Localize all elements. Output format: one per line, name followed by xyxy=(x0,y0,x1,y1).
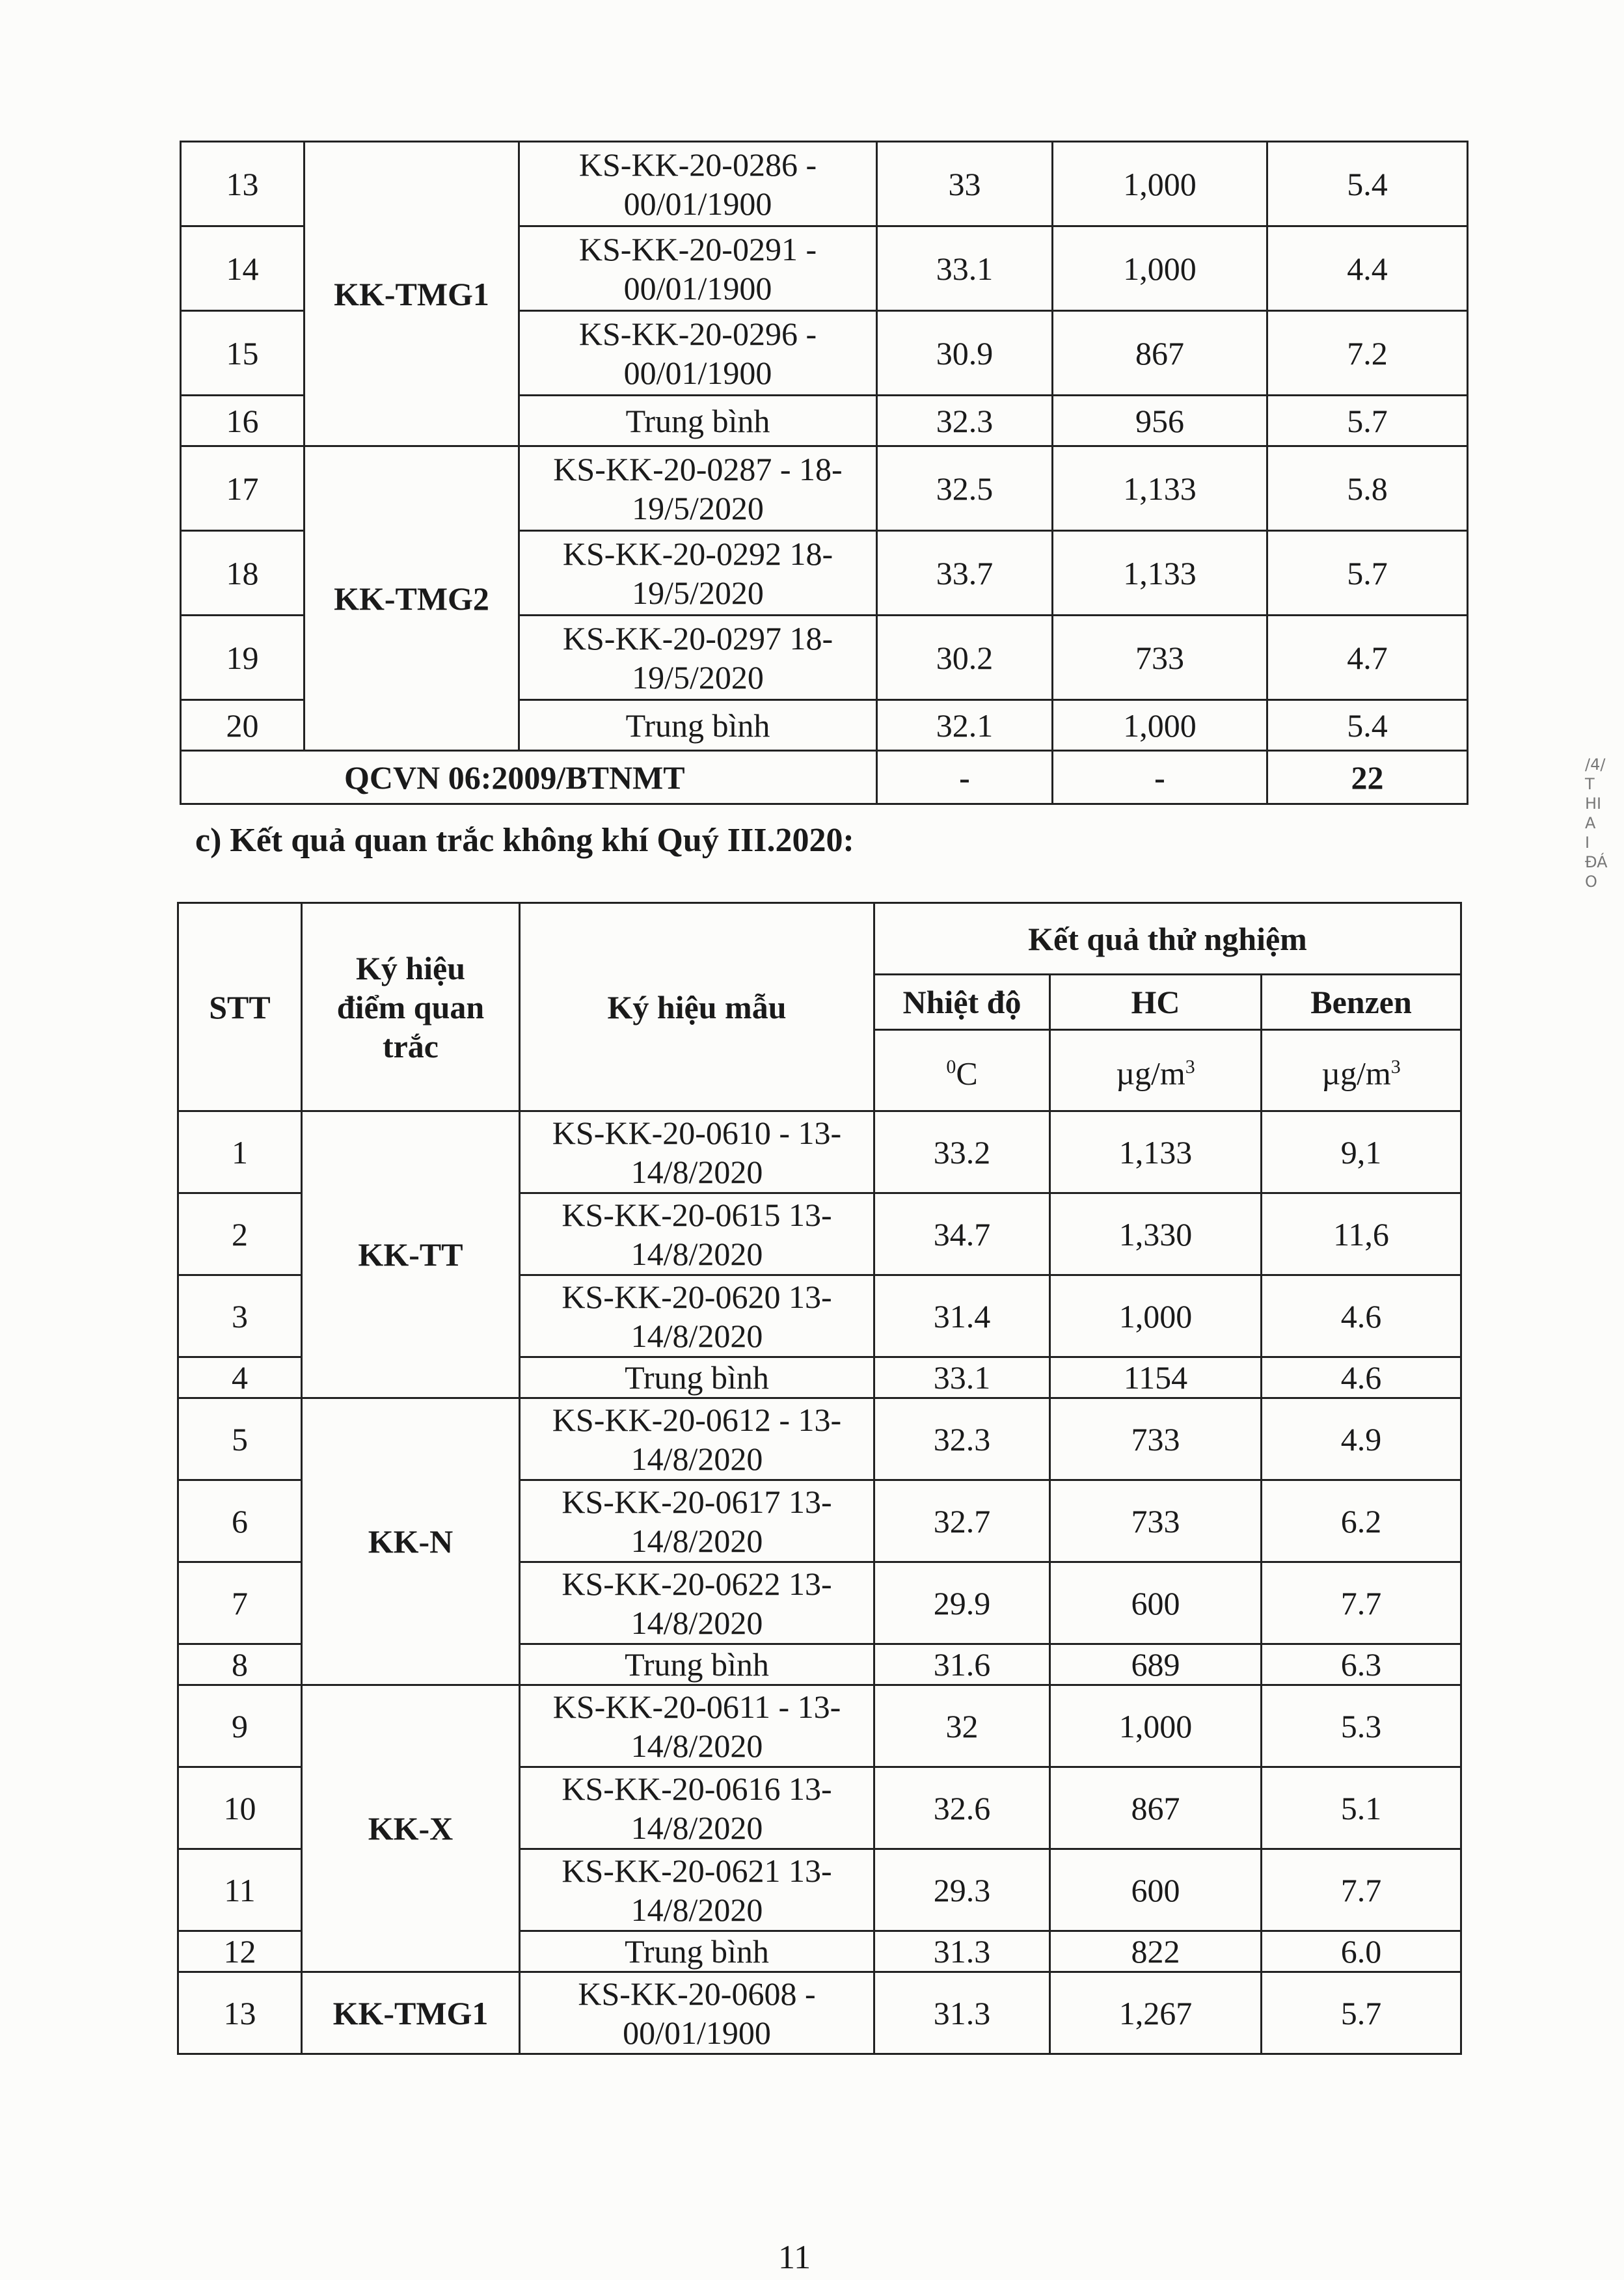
point-cell: KK-TMG1 xyxy=(304,142,519,446)
stt-cell: 14 xyxy=(181,226,304,311)
sample-line: 14/8/2020 xyxy=(630,1727,763,1764)
sample-line: KS-KK-20-0296 - xyxy=(578,315,817,352)
temp-cell: 33.1 xyxy=(877,226,1053,311)
sample-line: 14/8/2020 xyxy=(630,1522,763,1559)
margin-stamp xyxy=(1585,755,1611,891)
stt-cell: 19 xyxy=(181,616,304,700)
sample-cell xyxy=(520,1767,874,1849)
stt-cell: 10 xyxy=(178,1767,302,1849)
hc-cell: 600 xyxy=(1050,1562,1262,1644)
table-row xyxy=(181,446,1468,531)
hc-cell: 867 xyxy=(1053,311,1267,396)
benzen-cell: 9,1 xyxy=(1262,1111,1461,1193)
standard-benzen: 22 xyxy=(1267,751,1468,804)
benzen-cell: 5.4 xyxy=(1267,142,1468,226)
temp-cell: 32.6 xyxy=(874,1767,1050,1849)
temp-cell: 32 xyxy=(874,1685,1050,1767)
results-table-q3-body xyxy=(178,1111,1461,2054)
stt-cell: 15 xyxy=(181,311,304,396)
benzen-cell: 7.2 xyxy=(1267,311,1468,396)
standard-label: QCVN 06:2009/BTNMT xyxy=(181,751,877,804)
table-row xyxy=(178,1398,1461,1480)
stt-cell: 4 xyxy=(178,1357,302,1398)
margin-stamp-glyph: O xyxy=(1585,873,1597,891)
stt-cell: 8 xyxy=(178,1644,302,1685)
sample-cell xyxy=(520,1685,874,1767)
col-point-header-line: trắc xyxy=(382,1027,439,1065)
stt-cell: 7 xyxy=(178,1562,302,1644)
margin-stamp-glyph: HI xyxy=(1585,794,1602,813)
stt-cell: 18 xyxy=(181,531,304,616)
table-row xyxy=(181,142,1468,226)
benzen-cell: 7.7 xyxy=(1262,1849,1461,1931)
hc-cell: 1,330 xyxy=(1050,1193,1262,1275)
benzen-cell: 4.6 xyxy=(1262,1357,1461,1398)
margin-stamp-glyph: ĐÁ xyxy=(1585,853,1608,871)
sample-line: 14/8/2020 xyxy=(630,1604,763,1641)
temp-cell: 33 xyxy=(877,142,1053,226)
sample-line: KS-KK-20-0608 - xyxy=(578,1975,816,2012)
hc-cell: 1,133 xyxy=(1050,1111,1262,1193)
sample-line: 00/01/1900 xyxy=(623,269,772,306)
temp-cell: 31.3 xyxy=(874,1931,1050,1972)
stt-cell: 3 xyxy=(178,1275,302,1357)
temp-cell: 31.6 xyxy=(874,1644,1050,1685)
temp-cell: 33.7 xyxy=(877,531,1053,616)
temp-cell: 32.5 xyxy=(877,446,1053,531)
hc-cell: 956 xyxy=(1053,396,1267,446)
stt-cell: 1 xyxy=(178,1111,302,1193)
sample-cell xyxy=(519,616,877,700)
sample-cell xyxy=(520,1357,874,1398)
benzen-cell: 6.2 xyxy=(1262,1480,1461,1562)
sample-line: KS-KK-20-0611 - 13- xyxy=(552,1688,841,1725)
point-cell: KK-TMG2 xyxy=(304,446,519,751)
sample-line: 14/8/2020 xyxy=(630,1809,763,1846)
hc-cell: 867 xyxy=(1050,1767,1262,1849)
table-row xyxy=(178,1972,1461,2054)
stt-cell: 9 xyxy=(178,1685,302,1767)
benzen-cell: 6.3 xyxy=(1262,1644,1461,1685)
sample-line: 00/01/1900 xyxy=(623,185,772,222)
standard-temp: - xyxy=(877,751,1053,804)
temp-cell: 32.3 xyxy=(874,1398,1050,1480)
sample-line: KS-KK-20-0621 13- xyxy=(562,1852,832,1889)
stt-cell: 13 xyxy=(181,142,304,226)
temp-cell: 32.1 xyxy=(877,700,1053,751)
sample-cell xyxy=(520,1644,874,1685)
stt-cell: 11 xyxy=(178,1849,302,1931)
sample-line: Trung bình xyxy=(625,1359,769,1396)
temp-cell: 33.1 xyxy=(874,1357,1050,1398)
sample-line: KS-KK-20-0615 13- xyxy=(562,1196,832,1233)
sample-line: 19/5/2020 xyxy=(632,489,764,526)
section-heading: c) Kết quả quan trắc không khí Quý III.2020: xyxy=(195,822,854,859)
margin-stamp-glyph: /4/ xyxy=(1585,755,1606,774)
benzen-cell: 5.7 xyxy=(1262,1972,1461,2054)
point-cell: KK-TT xyxy=(302,1111,520,1398)
sample-line: KS-KK-20-0612 - 13- xyxy=(552,1401,842,1438)
sample-line: KS-KK-20-0297 18- xyxy=(562,619,833,657)
sample-line: Trung bình xyxy=(625,707,770,744)
temp-cell: 34.7 xyxy=(874,1193,1050,1275)
stt-cell: 6 xyxy=(178,1480,302,1562)
sample-cell xyxy=(519,396,877,446)
col-point-header xyxy=(302,903,520,1111)
sample-line: KS-KK-20-0291 - xyxy=(578,230,817,267)
hc-cell: 1154 xyxy=(1050,1357,1262,1398)
results-table-continued xyxy=(180,141,1468,805)
sample-line: KS-KK-20-0620 13- xyxy=(562,1278,832,1315)
table-row xyxy=(178,1685,1461,1767)
temp-cell: 32.3 xyxy=(877,396,1053,446)
benzen-cell: 11,6 xyxy=(1262,1193,1461,1275)
benzen-cell: 5.3 xyxy=(1262,1685,1461,1767)
sample-line: 00/01/1900 xyxy=(623,2014,771,2051)
hc-cell: 1,000 xyxy=(1050,1275,1262,1357)
sample-cell xyxy=(519,446,877,531)
sample-cell xyxy=(519,700,877,751)
benzen-cell: 4.4 xyxy=(1267,226,1468,311)
col-results-header: Kết quả thử nghiệm xyxy=(874,903,1461,975)
sample-line: KS-KK-20-0287 - 18- xyxy=(553,450,843,487)
hc-cell: 689 xyxy=(1050,1644,1262,1685)
sample-line: KS-KK-20-0610 - 13- xyxy=(552,1114,842,1151)
margin-stamp-glyph: A xyxy=(1585,814,1596,832)
sample-line: KS-KK-20-0616 13- xyxy=(562,1770,832,1807)
hc-cell: 600 xyxy=(1050,1849,1262,1931)
hc-cell: 822 xyxy=(1050,1931,1262,1972)
sample-line: KS-KK-20-0617 13- xyxy=(562,1483,832,1520)
sample-cell xyxy=(519,531,877,616)
degree-sup: 0 xyxy=(946,1056,956,1078)
sample-line: 00/01/1900 xyxy=(623,354,772,391)
sample-line: 14/8/2020 xyxy=(630,1153,763,1190)
sample-cell xyxy=(520,1398,874,1480)
hc-cell: 733 xyxy=(1053,616,1267,700)
temp-cell: 30.2 xyxy=(877,616,1053,700)
col-sample-header: Ký hiệu mẫu xyxy=(520,903,874,1111)
benzen-cell: 6.0 xyxy=(1262,1931,1461,1972)
col-temp-header: Nhiệt độ xyxy=(874,975,1050,1030)
benzen-unit-text: µg/m xyxy=(1321,1055,1391,1092)
temp-cell: 30.9 xyxy=(877,311,1053,396)
sample-cell xyxy=(520,1275,874,1357)
standard-hc: - xyxy=(1053,751,1267,804)
point-cell: KK-N xyxy=(302,1398,520,1685)
benzen-cell: 5.7 xyxy=(1267,396,1468,446)
sample-line: Trung bình xyxy=(625,1646,769,1683)
hc-cell: 1,133 xyxy=(1053,531,1267,616)
sample-line: Trung bình xyxy=(625,1933,769,1970)
sample-line: KS-KK-20-0286 - xyxy=(578,146,817,183)
col-hc-unit xyxy=(1050,1030,1262,1111)
sample-line: 14/8/2020 xyxy=(630,1235,763,1272)
benzen-cell: 5.8 xyxy=(1267,446,1468,531)
temp-unit-text: C xyxy=(956,1055,978,1092)
benzen-cell: 5.1 xyxy=(1262,1767,1461,1849)
results-table-q3 xyxy=(177,902,1462,2055)
sample-line: 14/8/2020 xyxy=(630,1317,763,1354)
margin-stamp-glyph: T xyxy=(1585,775,1595,793)
benzen-cell: 7.7 xyxy=(1262,1562,1461,1644)
hc-cell: 1,000 xyxy=(1053,142,1267,226)
stt-cell: 12 xyxy=(178,1931,302,1972)
table-row xyxy=(178,1111,1461,1193)
sample-cell xyxy=(519,311,877,396)
benzen-unit-sup: 3 xyxy=(1390,1056,1401,1078)
col-benzen-unit xyxy=(1262,1030,1461,1111)
sample-line: KS-KK-20-0622 13- xyxy=(562,1565,832,1602)
benzen-cell: 4.7 xyxy=(1267,616,1468,700)
col-point-header-line: Ký hiệu xyxy=(355,949,466,986)
sample-line: 14/8/2020 xyxy=(630,1440,763,1477)
benzen-cell: 5.7 xyxy=(1267,531,1468,616)
stt-cell: 17 xyxy=(181,446,304,531)
col-stt-header: STT xyxy=(178,903,302,1111)
hc-cell: 1,267 xyxy=(1050,1972,1262,2054)
sample-line: 19/5/2020 xyxy=(632,658,764,696)
benzen-cell: 5.4 xyxy=(1267,700,1468,751)
temp-cell: 31.3 xyxy=(874,1972,1050,2054)
sample-cell xyxy=(520,1849,874,1931)
hc-cell: 1,133 xyxy=(1053,446,1267,531)
sample-cell xyxy=(520,1193,874,1275)
stt-cell: 16 xyxy=(181,396,304,446)
margin-stamp-glyph: I xyxy=(1585,834,1590,852)
sample-line: KS-KK-20-0292 18- xyxy=(562,535,833,572)
col-benzen-header: Benzen xyxy=(1262,975,1461,1030)
sample-cell xyxy=(520,1111,874,1193)
stt-cell: 5 xyxy=(178,1398,302,1480)
sample-cell xyxy=(520,1480,874,1562)
point-cell: KK-TMG1 xyxy=(302,1972,520,2054)
hc-unit-text: µg/m xyxy=(1116,1055,1185,1092)
sample-cell xyxy=(520,1972,874,2054)
col-temp-unit xyxy=(874,1030,1050,1111)
hc-cell: 733 xyxy=(1050,1398,1262,1480)
col-hc-header: HC xyxy=(1050,975,1262,1030)
stt-cell: 13 xyxy=(178,1972,302,2054)
sample-cell xyxy=(520,1562,874,1644)
sample-cell xyxy=(520,1931,874,1972)
temp-cell: 32.7 xyxy=(874,1480,1050,1562)
benzen-cell: 4.6 xyxy=(1262,1275,1461,1357)
hc-cell: 1,000 xyxy=(1050,1685,1262,1767)
sample-line: 14/8/2020 xyxy=(630,1891,763,1928)
sample-line: 19/5/2020 xyxy=(632,574,764,611)
temp-cell: 29.9 xyxy=(874,1562,1050,1644)
results-table-body xyxy=(181,142,1468,804)
hc-cell: 1,000 xyxy=(1053,700,1267,751)
sample-line: Trung bình xyxy=(625,402,770,439)
col-point-header-line: điểm quan xyxy=(336,988,485,1025)
page-number: 11 xyxy=(778,2239,811,2276)
temp-cell: 31.4 xyxy=(874,1275,1050,1357)
hc-cell: 733 xyxy=(1050,1480,1262,1562)
stt-cell: 2 xyxy=(178,1193,302,1275)
stt-cell: 20 xyxy=(181,700,304,751)
sample-cell xyxy=(519,142,877,226)
hc-cell: 1,000 xyxy=(1053,226,1267,311)
hc-unit-sup: 3 xyxy=(1185,1056,1195,1078)
temp-cell: 33.2 xyxy=(874,1111,1050,1193)
sample-cell xyxy=(519,226,877,311)
standard-row xyxy=(181,751,1468,804)
point-cell: KK-X xyxy=(302,1685,520,1972)
benzen-cell: 4.9 xyxy=(1262,1398,1461,1480)
temp-cell: 29.3 xyxy=(874,1849,1050,1931)
